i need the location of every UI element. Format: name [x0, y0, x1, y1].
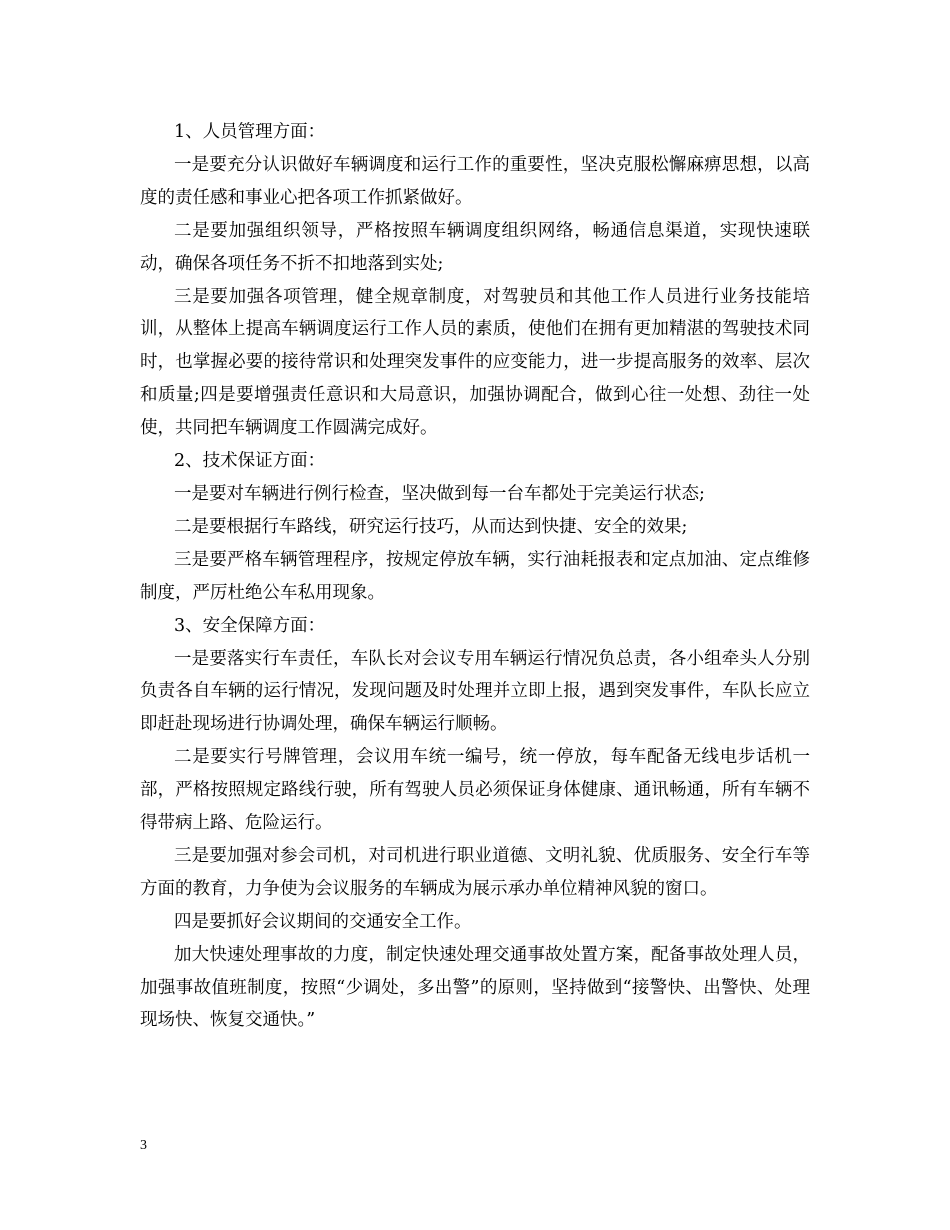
paragraph: 二是要根据行车路线，研究运行技巧，从而达到快捷、安全的效果; — [174, 516, 688, 537]
paragraph: 三是要加强各项管理，健全规章制度，对驾驶员和其他工作人员进行业务技能培训，从整体上提高车辆调度运行工作人员的素质，使他们在拥有更加精湛的驾驶技术同时，也掌握必要的接待常识和处理突发事件的应变能力，进一步提高服务的效率、层次和质量;四是要增强责任意识和大局意识，加强协调配合，做到心往一处想、劲往一处使，共同把车辆调度工作圆满完成好。 — [140, 286, 810, 439]
section-heading-personnel: 1、人员管理方面： — [174, 122, 326, 142]
paragraph: 三是要加强对参会司机，对司机进行职业道德、文明礼貌、优质服务、安全行车等方面的教育，力争使为会议服务的车辆成为展示承办单位精神风貌的窗口。 — [140, 845, 810, 899]
paragraph: 二是要加强组织领导，严格按照车辆调度组织网络，畅通信息渠道，实现快速联动，确保各项任务不折不扣地落到实处; — [140, 220, 810, 274]
paragraph: 四是要抓好会议期间的交通安全工作。 — [174, 911, 472, 932]
paragraph: 二是要实行号牌管理，会议用车统一编号，统一停放，每车配备无线电步话机一部，严格按照规定路线行驶，所有驾驶人员必须保证身体健康、通讯畅通，所有车辆不得带病上路、危险运行。 — [140, 747, 810, 834]
section-heading-safety: 3、安全保障方面： — [174, 615, 326, 636]
paragraph: 一是要对车辆进行例行检查，坚决做到每一台车都处于完美运行状态; — [174, 483, 705, 504]
page-number: 3 — [140, 1138, 147, 1153]
paragraph: 加大快速处理事故的力度，制定快速处理交通事故处置方案，配备事故处理人员，加强事故值班制度，按照“少调处，多出警”的原则，坚持做到“接警快、出警快、处理现场快、恢复交通快。” — [140, 944, 810, 1031]
paragraph: 一是要落实行车责任，车队长对会议专用车辆运行情况负总责，各小组牵头人分别负责各自车辆的运行情况，发现问题及时处理并立即上报，遇到突发事件，车队长应立即赶赴现场进行协调处理，确保车辆运行顺畅。 — [140, 648, 810, 735]
paragraph: 一是要充分认识做好车辆调度和运行工作的重要性，坚决克服松懈麻痹思想，以高度的责任感和事业心把各项工作抓紧做好。 — [140, 154, 810, 208]
document-body — [140, 116, 810, 1037]
section-heading-technical: 2、技术保证方面： — [174, 451, 326, 472]
paragraph: 三是要严格车辆管理程序，按规定停放车辆，实行油耗报表和定点加油、定点维修制度，严厉杜绝公车私用现象。 — [140, 549, 810, 603]
